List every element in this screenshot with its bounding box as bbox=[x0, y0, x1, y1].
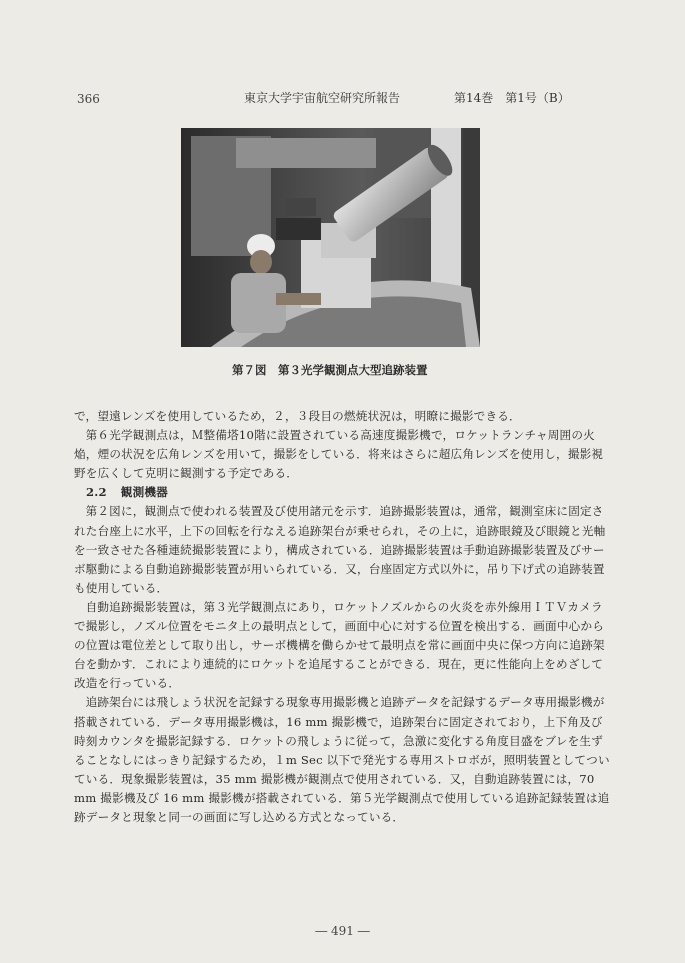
journal-title: 東京大学宇宙航空研究所報告 bbox=[244, 91, 401, 105]
paragraph: 第２図に，観測点で使われる装置及び使用諸元を示す．追跡撮影装置は，通常，観測室床に固定された台座上に水平，上下の回転を行なえる追跡架台が乗せられ，その上に，追跡眼鏡及び眼鏡と光軸を一致させた各種連続撮影装置により，構成されている．追跡撮影装置は手動追跡撮影装置及びサーボ駆動による自動追跡撮影装置が用いられている．又，台座固定方式以外に，吊り下げ式の追跡装置も使用している． bbox=[74, 504, 606, 595]
section-title: 観測機器 bbox=[120, 485, 168, 500]
photo-illustration bbox=[181, 128, 480, 347]
tracking-device-photo bbox=[181, 128, 480, 347]
section-heading bbox=[74, 483, 614, 502]
page-number: 366 bbox=[77, 92, 100, 106]
paragraph: 自動追跡撮影装置は，第３光学観測点にあり，ロケットノズルからの火炎を赤外線用ＩＴＶカメラで撮影し，ノズル位置をモニタ上の最明点として，画面中心に対する位置を検出する．画面中心からの位置は電位差として取り出し，サーボ機構を働らかせて最明点を常に画面中央に保つ方向に追跡架台を動かす．これにより連続的にロケットを追尾することができる．現在，更に性能向上をめざして改造を行っている． bbox=[74, 599, 605, 691]
paragraph: 第６光学観測点は，Ｍ整備塔10階に設置されている高速度撮影機で，ロケットランチャ周囲の火焔，煙の状況を広角レンズを用いて，撮影をしている．将来はさらに超広角レンズを使用し，撮影視野を広くして克明に観測する予定である． bbox=[74, 428, 604, 481]
footer-page-number: ― 491 ― bbox=[315, 924, 370, 938]
body-text bbox=[74, 407, 614, 827]
figure-caption: 第７図 第３光学観測点大型追跡装置 bbox=[232, 363, 428, 377]
volume-info: 第14巻 第1号（B） bbox=[454, 91, 570, 105]
section-number: 2.2 bbox=[86, 485, 107, 500]
paragraph: 追跡架台には飛しょう状況を記録する現象専用撮影機と追跡データを記録するデータ専用撮影機が搭載されている．データ専用撮影機は，16 mm 撮影機で，追跡架台に固定されており，上下角及び時刻カウンタを撮影記録する．ロケットの飛しょうに従って，急激に変化する角度目盛をブレを生ずることなしにはっきり記録するため，１m Sec 以下で発光する専用ストロボが，照明装置としてついている．現象撮影装置は，35 mm 撮影機が観測点で使用されている．又，自動追跡装置には，70 mm 撮影機及び 16 mm 撮影機が搭載されている．第５光学観測点で使用している追跡記録装置は追跡データと現象と同一の画面に写し込める方式となっている． bbox=[74, 695, 610, 824]
paragraph: で，望遠レンズを使用しているため，２，３段目の燃焼状況は，明瞭に撮影できる． bbox=[74, 409, 521, 423]
